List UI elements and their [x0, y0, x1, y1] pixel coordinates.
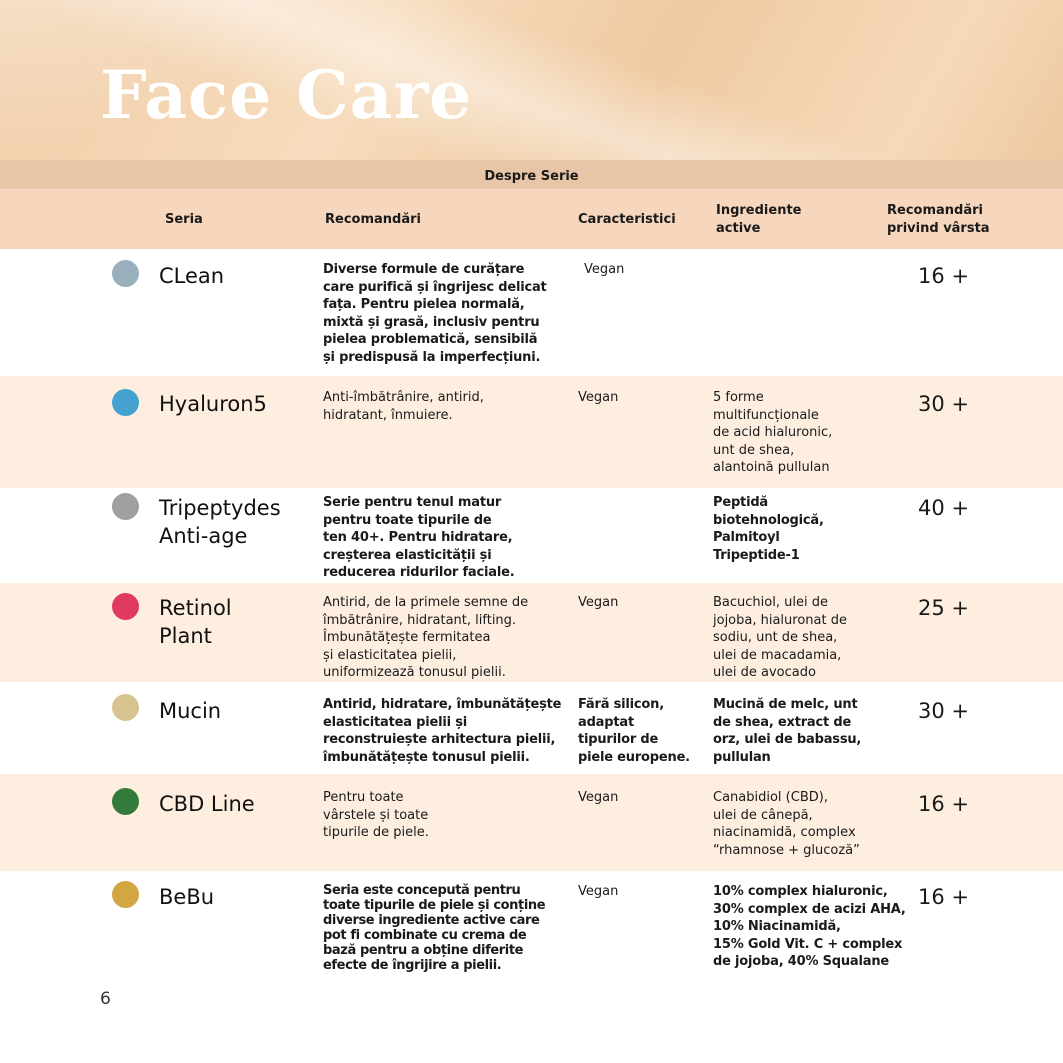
series-name: Hyaluron5	[159, 392, 267, 416]
series-color-dot	[112, 881, 139, 908]
recomandari-cell: Serie pentru tenul matur pentru toate tipurile de ten 40+. Pentru hidratare, creșterea elasticității și reducerea ridurilor faciale.	[323, 495, 515, 580]
section-label: Despre Serie	[0, 160, 1063, 189]
caracteristici-cell: Fără silicon, adaptat tipurilor de piele europene.	[578, 697, 690, 765]
table-row	[0, 682, 1063, 774]
ingrediente-cell: 10% complex hialuronic, 30% complex de acizi AHA, 10% Niacinamidă, 15% Gold Vit. C + complex de jojoba, 40% Squalane	[713, 884, 906, 969]
series-name: Mucin	[159, 699, 222, 723]
recomandari-cell: Anti-îmbătrânire, antirid, hidratant, înmuiere.	[323, 390, 484, 423]
recomandari-cell: Antirid, de la primele semne de îmbătrânire, hidratant, lifting. Îmbunătățește fermitatea și elasticitatea pielii, uniformizează tonusul pielii.	[323, 595, 529, 680]
age-cell: 30 +	[918, 699, 969, 723]
ingrediente-cell: 5 forme multifuncționale de acid hialuronic, unt de shea, alantoină pullulan	[713, 390, 833, 475]
header-ingrediente: Ingrediente active	[716, 203, 802, 236]
table-row	[0, 249, 1063, 376]
recomandari-cell: Diverse formule de curățare care purifică și îngrijesc delicat fața. Pentru pielea normală, mixtă și grasă, inclusiv pentru pielea problematică, sensibilă și predispusă la imperfecțiuni.	[323, 262, 547, 365]
age-cell: 40 +	[918, 496, 969, 520]
ingrediente-cell: Mucină de melc, unt de shea, extract de orz, ulei de babassu, pullulan	[713, 697, 862, 765]
caracteristici-cell: Vegan	[578, 390, 619, 405]
ingrediente-cell: Bacuchiol, ulei de jojoba, hialuronat de sodiu, unt de shea, ulei de macadamia, ulei de avocado	[713, 595, 847, 680]
page-title: Face Care	[100, 56, 473, 134]
series-color-dot	[112, 260, 139, 287]
page-number: 6	[100, 989, 111, 1009]
table-row	[0, 376, 1063, 488]
table-header	[0, 189, 1063, 249]
series-name: Tripeptydes Anti-age	[159, 496, 281, 548]
recomandari-cell: Antirid, hidratare, îmbunătățește elasticitatea pielii și reconstruiește arhitectura pielii, îmbunătățește tonusul pielii.	[323, 697, 562, 765]
age-cell: 16 +	[918, 885, 969, 909]
series-color-dot	[112, 389, 139, 416]
ingrediente-cell: Canabidiol (CBD), ulei de cânepă, niacinamidă, complex “rhamnose + glucoză”	[713, 790, 860, 858]
table-row	[0, 488, 1063, 583]
series-color-dot	[112, 694, 139, 721]
table-row	[0, 871, 1063, 981]
series-name: Retinol Plant	[159, 596, 232, 648]
header-seria: Seria	[165, 212, 203, 227]
age-cell: 16 +	[918, 792, 969, 816]
header-varsta: Recomandări privind vârsta	[887, 203, 990, 236]
caracteristici-cell: Vegan	[578, 884, 619, 899]
series-color-dot	[112, 493, 139, 520]
ingrediente-cell: Peptidă biotehnologică, Palmitoyl Tripeptide-1	[713, 495, 824, 563]
recomandari-cell: Pentru toate vârstele și toate tipurile de piele.	[323, 790, 429, 840]
table-row	[0, 583, 1063, 682]
age-cell: 30 +	[918, 392, 969, 416]
hero-banner	[0, 0, 1063, 160]
series-name: BeBu	[159, 885, 215, 909]
header-recomandari: Recomandări	[325, 212, 421, 227]
caracteristici-cell: Vegan	[578, 790, 619, 805]
table-row	[0, 774, 1063, 871]
recomandari-cell: Seria este concepută pentru toate tipurile de piele și conține diverse ingrediente active care pot fi combinate cu crema de bază pentru a obține diferite efecte de îngrijire a pielii.	[323, 883, 546, 973]
series-name: CLean	[159, 264, 225, 288]
age-cell: 25 +	[918, 596, 969, 620]
series-color-dot	[112, 788, 139, 815]
caracteristici-cell: Vegan	[584, 262, 625, 277]
series-name: CBD Line	[159, 792, 255, 816]
caracteristici-cell: Vegan	[578, 595, 619, 610]
header-caracteristici: Caracteristici	[578, 212, 676, 227]
series-color-dot	[112, 593, 139, 620]
age-cell: 16 +	[918, 264, 969, 288]
